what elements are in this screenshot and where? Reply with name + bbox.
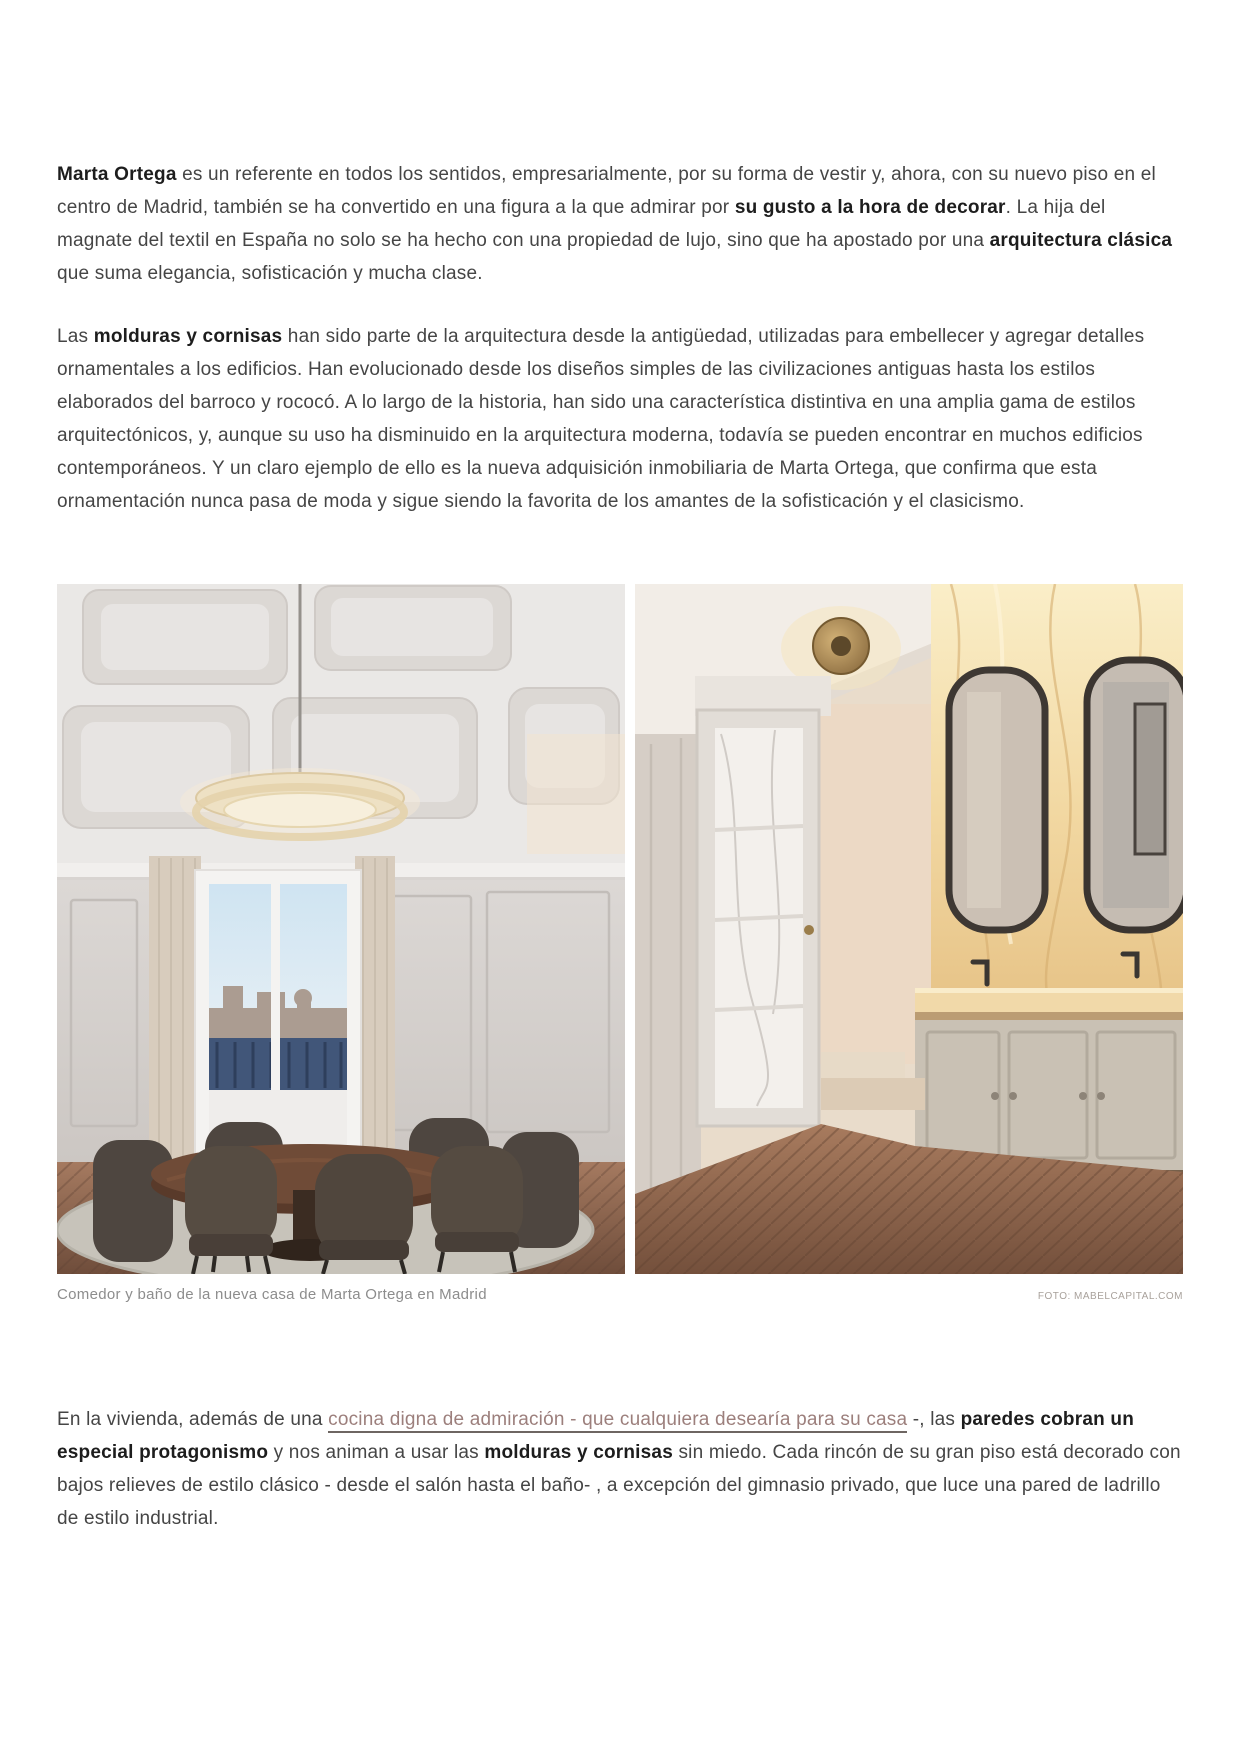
photo-pair: [57, 584, 1183, 1274]
bold-text-run: paredes cobran un especial protagonismo: [57, 1409, 1134, 1463]
bold-text-run: arquitectura clásica: [989, 230, 1173, 251]
paragraph-intro: [57, 158, 1183, 290]
text-run: es un referente en todos los sentidos, empresarialmente, por su forma de vestir y, ahora, con su nuevo piso en el centro de Madrid, también se ha convertido en una figura a la que admirar por: [57, 164, 1156, 218]
text-run: En la vivienda, además de una: [57, 1409, 329, 1430]
text-run: y nos animan a usar las: [268, 1442, 485, 1463]
dining-room-photo: [57, 584, 625, 1274]
bold-text-run: molduras y cornisas: [93, 326, 283, 347]
text-run: Las: [57, 326, 94, 347]
bold-text-run: Marta Ortega: [57, 164, 177, 185]
bathroom-illustration: [635, 584, 1183, 1274]
text-run: . La hija del magnate del textil en España no solo se ha hecho con una propiedad de lujo, sino que ha apostado por una: [57, 197, 1106, 251]
figure-caption: Comedor y baño de la nueva casa de Marta Ortega en Madrid: [57, 1286, 487, 1303]
paragraph-vivienda-details: [57, 1403, 1183, 1535]
text-run: que suma elegancia, sofisticación y mucha clase.: [57, 263, 483, 284]
text-run: -, las: [907, 1409, 961, 1430]
article-body: [57, 158, 1183, 1535]
figure-caption-row: [57, 1286, 1183, 1303]
bathroom-photo: [635, 584, 1183, 1274]
kitchen-article-link[interactable]: cocina digna de admiración - que cualquiera desearía para su casa: [328, 1409, 907, 1433]
bold-text-run: molduras y cornisas: [484, 1442, 673, 1463]
paragraph-molduras-history: [57, 320, 1183, 518]
bold-text-run: su gusto a la hora de decorar: [734, 197, 1006, 218]
text-run: han sido parte de la arquitectura desde la antigüedad, utilizadas para embellecer y agregar detalles ornamentales a los edificios. Han evolucionado desde los diseños simples de las civilizaciones antiguas hasta los estilos elaborados del barroco y rococó. A lo largo de la historia, han sido una característica distintiva en una amplia gama de estilos arquitectónicos, y, aunque su uso ha disminuido en la arquitectura moderna, todavía se pueden encontrar en muchos edificios contemporáneos. Y un claro ejemplo de ello es la nueva adquisición inmobiliaria de Marta Ortega, que confirma que esta ornamentación nunca pasa de moda y sigue siendo la favorita de los amantes de la sofisticación y el clasicismo.: [57, 326, 1145, 512]
dining-room-illustration: [57, 584, 625, 1274]
article-figure: [57, 584, 1183, 1303]
photo-credit: FOTO: MABELCAPITAL.COM: [1037, 1291, 1183, 1302]
text-run: sin miedo. Cada rincón de su gran piso está decorado con bajos relieves de estilo clásico - desde el salón hasta el baño- , a excepción del gimnasio privado, que luce una pared de ladrillo de estilo industrial.: [57, 1442, 1181, 1529]
